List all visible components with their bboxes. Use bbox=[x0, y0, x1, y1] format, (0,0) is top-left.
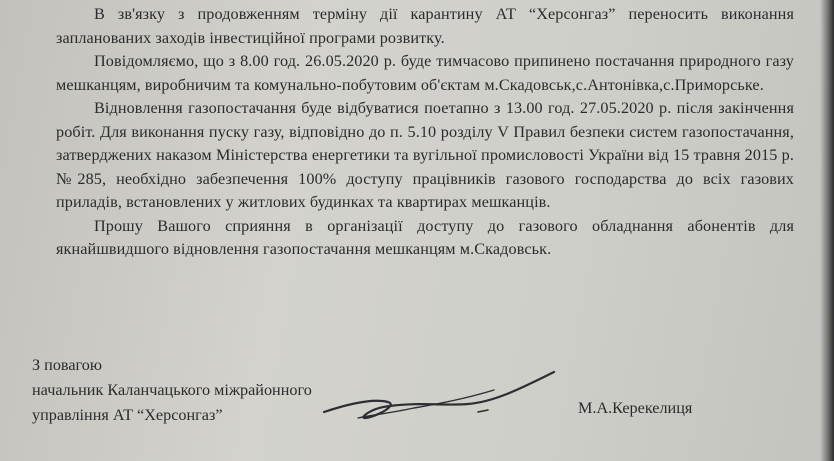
closing-block bbox=[32, 353, 312, 428]
letter-body bbox=[56, 3, 794, 262]
paragraph-request: Прошу Вашого сприяння в організації доступу до газового обладнання абонентів для якнайшвидшого відновлення газопостачання мешканцям м.Скадовськ. bbox=[56, 216, 794, 258]
paragraph-quarantine: В зв'язку з продовженням терміну дії карантину АТ “Херсонгаз” переносить виконання запланованих заходів інвестиційної програми розвитку. bbox=[56, 5, 794, 47]
salutation: З повагою bbox=[32, 356, 102, 374]
paragraph-gas-restoration: Відновлення газопостачання буде відбуватися поетапно з 13.00 год. 27.05.2020 р. після закінчення робіт. Для виконання пуску газу, відповідно до п. 5.10 розділу V Правил безпеки систем газопостачання, затверджених наказом Міністерства енергетики та вугільної промисловості України від 15 травня 2015 р. №285, необхідно забезпечення 100% доступу працівників газового господарства до всіх газових приладів, встановлених у житлових будинках та квартирах мешканців. bbox=[56, 99, 794, 211]
handwritten-signature bbox=[318, 368, 568, 428]
signer-position-line2: управління АТ “Херсонгаз” bbox=[32, 406, 223, 424]
paragraph-gas-suspension: Повідомляємо, що з 8.00 год. 26.05.2020 р. буде тимчасово припинено постачання природного газу мешканцям, виробничим та комунально-побутовим об'єктам м.Скадовськ,с.Антонівка,с.Приморське. bbox=[56, 52, 794, 94]
signer-name: М.А.Керекелиця bbox=[578, 399, 693, 417]
signer-position-line1: начальник Каланчацького міжрайонного bbox=[32, 381, 312, 399]
